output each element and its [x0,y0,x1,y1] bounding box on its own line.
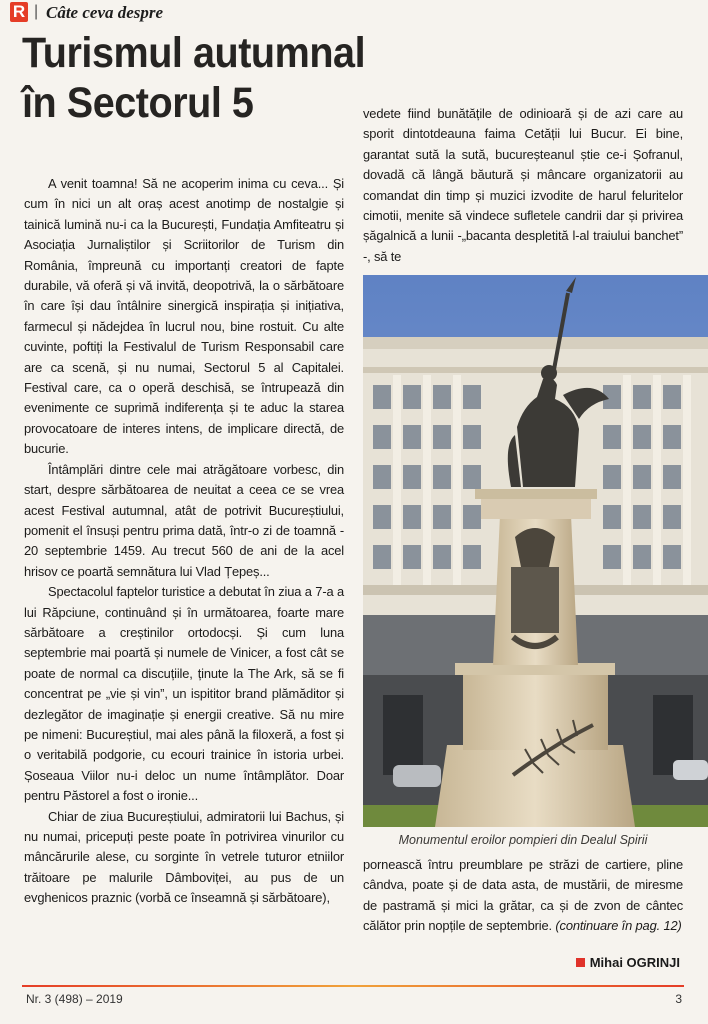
photo-caption: Monumentul eroilor pompieri din Dealul Spirii [398,833,648,847]
monument-photo [363,275,708,827]
author-name: Mihai OGRINJI [589,955,680,970]
footer-divider [22,985,684,987]
paragraph-text: pornească întru preumblare pe străzi de cartiere, pline cândva, poate și de data asta, de mustării, de miresme de pastramă și mici la grătar, ca și de zvon de cântec călător prin nopțile de septembrie. [363,857,683,934]
magazine-logo: R [10,2,28,22]
paragraph: Spectacolul faptelor turistice a debutat în ziua a 7-a a lui Răpciune, continuând și în următoarea, foarte mare sărbătoare a creștinilor ortodocși. Și cum luna septembrie mai poartă și numele de Vinicer, a fost cât se poate de normal ca discuțiile, ținute la The Ark, să se fi concentrat pe „vie și vin”, un ispititor brand plămăditor și dezlegător de imaginație și energii creative. Să nu mire pe nimeni: Bucureștiul, mai ales până la filoxeră, a fost și o veritabilă podgorie, cu ecouri trainice în istoria urbei. Șoseaua Viilor nu-i deloc un nume întâmplător. Doar pentru Păstorel a fost o ironie... [24,584,344,804]
paragraph: Întâmplări dintre cele mai atrăgătoare vorbesc, din start, despre sărbătoarea de neuitat a ceea ce se vrea acest Festival autumnal, atât de potrivit Bucureștiului, pomenit el însuși pentru prima dată, într-o zi de toamnă - 20 septembrie 1459. Au trecut 560 de ani de la acel hrisov ce poartă semnătura lui Vlad Țepeș... [24,461,344,579]
issue-number: Nr. 3 (498) – 2019 [26,992,123,1006]
section-label: Câte ceva despre [46,3,164,22]
continuation-note[interactable]: (continuare în pag. 12) [555,918,682,934]
paragraph: Chiar de ziua Bucureștiului, admiratorii lui Bachus, și nu numai, pricepuți peste poate în potrivirea vinurilor cu mâncărurile alese, cu sorginte în vetrele tuturor etniilor trăitoare pe malurile Dâmboviței, au pus de un evghenicos praznic (vorbă ce înseamnă și sărbătoare), [24,808,344,906]
byline-square-icon [576,958,585,967]
paragraph [363,855,683,937]
author-byline [576,955,680,970]
header-separator: | [34,3,39,20]
page-number: 3 [675,992,682,1006]
right-text-column-bottom [363,855,683,937]
left-text-column [24,174,344,909]
article-title-line-1: Turismul autumnal [22,29,366,77]
paragraph: vedete fiind bunătățile de odinioară și de azi care au sporit dintotdeauna faima Cetății lui Bucur. Ei bine, garantat sută la sută, bucureșteanul știe ce-i Șofranul, dovadă că lângă băutură și mâncare organizatorii au comandat din timp și muzici izvodite de harul feluritelor cimotii, menite să vindece sufletele candrii dar și privirea șăgalnică a lunii -„bacanta despletită l-al traiului banchet” -, să te [363,106,683,264]
article-title-line-2: în Sectorul 5 [22,79,254,127]
right-text-column-top [363,104,683,267]
paragraph: A venit toamna! Să ne acoperim inima cu ceva... Și cum în nici un alt oraș acest anotimp de nostalgie și tainică lumină nu-i ca la București, Fundația Amfiteatru și Asociația Jurnaliștilor și Scriitorilor de Turism din România, împreună cu importanți creatori de fapte durabile, vă oferă și vă invită, deopotrivă, la o sărbătoare în care își dau întâlnire sinergică inspirația și inițiativa, farmecul și nădejdea în lucrul nou, bine rostuit. Cu alte cuvinte, poftiți la Festivalul de Turism Responsabil care are ca scenă, și nu numai, Sectorul 5 al Capitalei. Festival care, ca o operă deschisă, se întrupează din evenimente ce suprimă indiferența și te aduc la starea provocatoare de interes intens, de implicare directă, de bucurie. [24,176,344,457]
